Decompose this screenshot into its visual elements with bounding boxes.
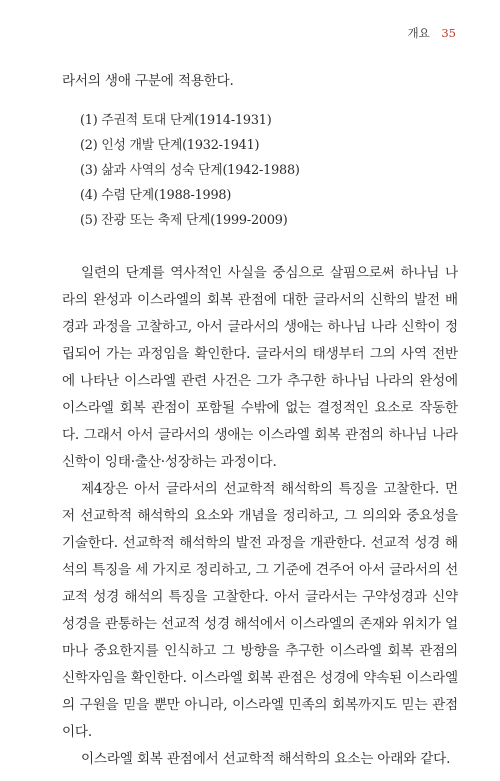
list-item: (2) 인성 개발 단계(1932-1941) xyxy=(80,138,260,153)
list-item: (1) 주권적 토대 단계(1914-1931) xyxy=(80,113,272,128)
list-item: (4) 수렴 단계(1988-1998) xyxy=(80,188,232,203)
intro-line: 라서의 생애 구분에 적용한다. xyxy=(62,73,234,89)
page-body xyxy=(62,68,458,773)
chapter-title: 개요 xyxy=(407,26,430,40)
paragraph: 일련의 단계를 역사적인 사실을 중심으로 살핌으로써 하나님 나라의 완성과 이스라엘의 회복 관점에 대한 글라서의 신학의 발전 배경과 과정을 고찰하고, 아서 글라서의 생애는 하나님 나라 신학이 정립되어 가는 과정임을 확인한다. 글라서의 태생부터 그의 사역 전반에 나타난 이스라엘 관련 사건은 그가 추구한 하나님 나라의 완성에 이스라엘 회복 관점이 포함될 수밖에 없는 결정적인 요소로 작동한다. 그래서 아서 글라서의 생애는 이스라엘 회복 관점의 하나님 나라 신학이 잉태·출산·성장하는 과정이다. xyxy=(62,265,458,470)
running-header xyxy=(407,26,456,40)
paragraph: 제4장은 아서 글라서의 선교학적 해석학의 특징을 고찰한다. 먼저 선교학적 해석학의 요소와 개념을 정리하고, 그 의의와 중요성을 기술한다. 선교학적 해석학의 발전 과정을 개관한다. 선교적 성경 해석의 특징을 세 가지로 정리하고, 그 기준에 견주어 아서 글라서의 선교적 성경 해석의 특징을 고찰한다. 아서 글라서는 구약성경과 신약성경을 관통하는 선교적 성경 해석에서 이스라엘의 존재와 위치가 얼마나 중요한지를 인식하고 그 방향을 추구한 이스라엘 회복 관점의 신학자임을 확인한다. 이스라엘 회복 관점은 성경에 약속된 이스라엘의 구원을 믿을 뿐만 아니라, 이스라엘 민족의 회복까지도 믿는 관점이다. xyxy=(62,481,458,740)
page-number: 35 xyxy=(441,26,456,40)
list-item: (3) 삶과 사역의 성숙 단계(1942-1988) xyxy=(80,163,300,178)
stage-list xyxy=(80,108,476,233)
paragraph: 이스라엘 회복 관점에서 선교학적 해석학의 요소는 아래와 같다. xyxy=(81,751,451,767)
list-item: (5) 잔광 또는 축제 단계(1999-2009) xyxy=(80,213,288,228)
